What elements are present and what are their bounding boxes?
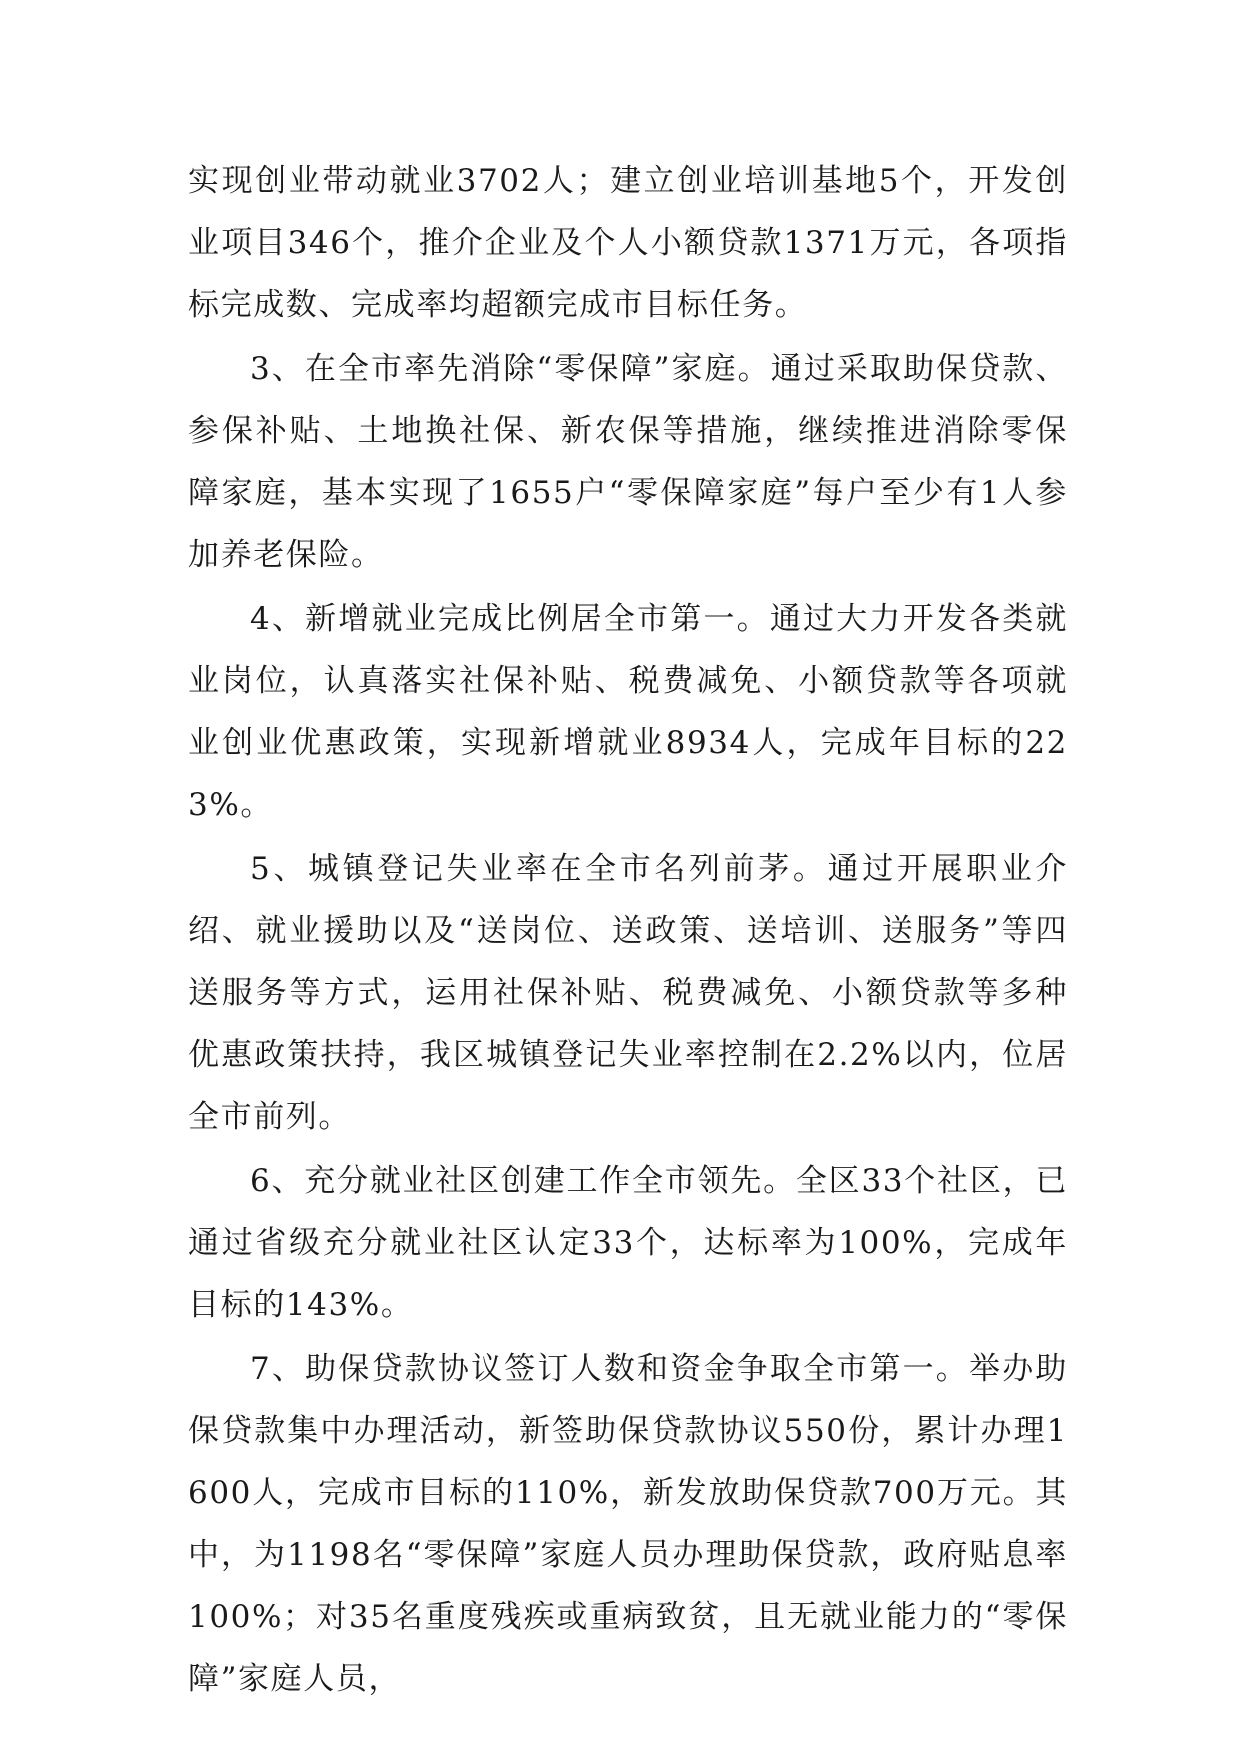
paragraph-item-7: 7、助保贷款协议签订人数和资金争取全市第一。举办助保贷款集中办理活动，新签助保贷款协议550份，累计办理1600人，完成市目标的110%，新发放助保贷款700万元。其中，为1198名“零保障”家庭人员办理助保贷款，政府贴息率100%；对35名重度残疾或重病致贫，且无就业能力的“零保障”家庭人员， bbox=[188, 1351, 1068, 1697]
paragraph-item-5: 5、城镇登记失业率在全市名列前茅。通过开展职业介绍、就业援助以及“送岗位、送政策、送培训、送服务”等四送服务等方式，运用社保补贴、税费减免、小额贷款等多种优惠政策扶持，我区城镇登记失业率控制在2.2%以内，位居全市前列。 bbox=[188, 851, 1068, 1135]
document-body bbox=[188, 150, 1068, 1710]
paragraph-item-4: 4、新增就业完成比例居全市第一。通过大力开发各类就业岗位，认真落实社保补贴、税费减免、小额贷款等各项就业创业优惠政策，实现新增就业8934人，完成年目标的223%。 bbox=[188, 601, 1068, 823]
paragraph-continuation: 实现创业带动就业3702人；建立创业培训基地5个，开发创业项目346个，推介企业及个人小额贷款1371万元，各项指标完成数、完成率均超额完成市目标任务。 bbox=[188, 163, 1068, 323]
paragraph-item-6: 6、充分就业社区创建工作全市领先。全区33个社区，已通过省级充分就业社区认定33个，达标率为100%，完成年目标的143%。 bbox=[188, 1163, 1068, 1323]
paragraph-item-3: 3、在全市率先消除“零保障”家庭。通过采取助保贷款、参保补贴、土地换社保、新农保等措施，继续推进消除零保障家庭，基本实现了1655户“零保障家庭”每户至少有1人参加养老保险。 bbox=[188, 351, 1068, 573]
